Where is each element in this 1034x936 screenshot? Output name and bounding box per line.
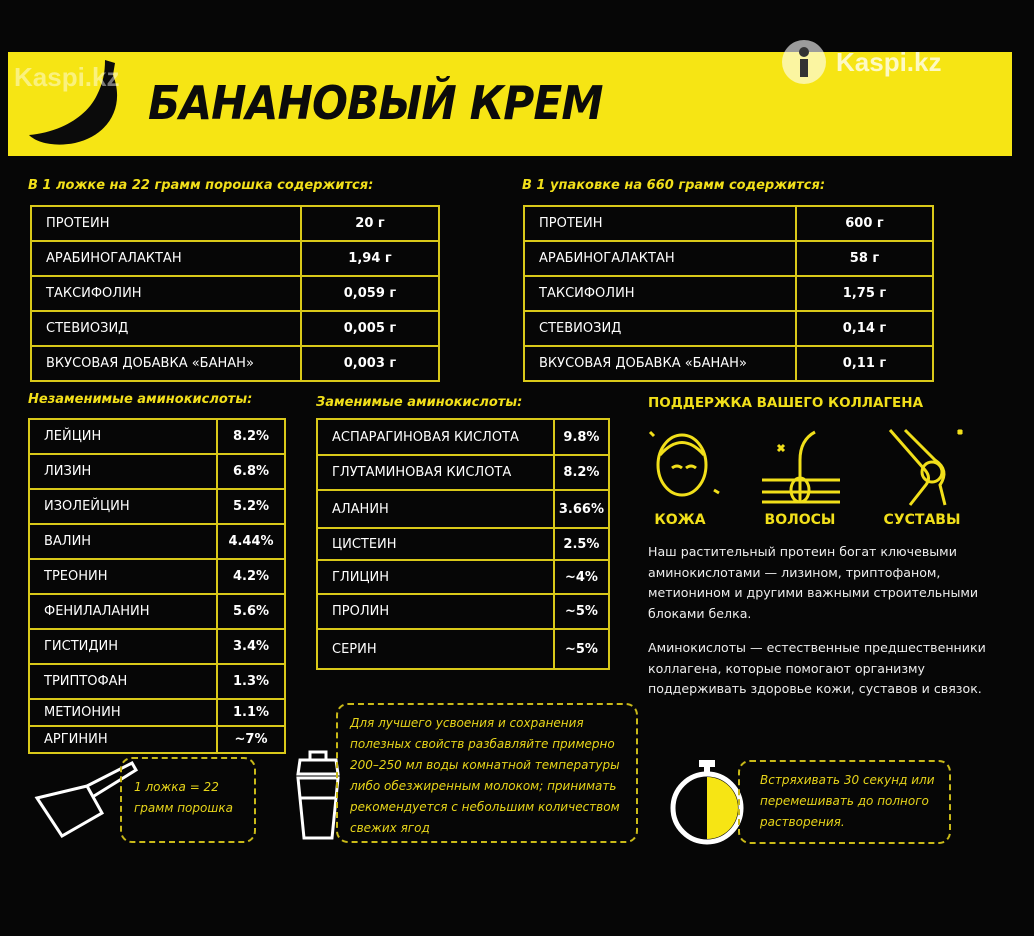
nutrient-value: 8.2% bbox=[217, 419, 285, 454]
table-row bbox=[31, 346, 439, 381]
nutrient-name: ВКУСОВАЯ ДОБАВКА «БАНАН» bbox=[524, 346, 796, 381]
table-row bbox=[29, 454, 285, 489]
nutrient-name: АРГИНИН bbox=[29, 726, 217, 753]
nutrient-value: 58 г bbox=[796, 241, 933, 276]
nutrient-value: 5.2% bbox=[217, 489, 285, 524]
nonessential-heading: Заменимые аминокислоты: bbox=[316, 395, 523, 410]
label-joints: СУСТАВЫ bbox=[883, 512, 961, 528]
table-row bbox=[524, 276, 933, 311]
nutrient-value: 0,14 г bbox=[796, 311, 933, 346]
table-row bbox=[29, 726, 285, 753]
table-row bbox=[29, 629, 285, 664]
table-row bbox=[31, 276, 439, 311]
table-row bbox=[29, 524, 285, 559]
watermark-faded: Kaspi.kz bbox=[14, 62, 120, 92]
page-title: БАНАНОВЫЙ КРЕМ bbox=[148, 76, 603, 130]
dilution-tip: Для лучшего усвоения и сохранения полезных свойств разбавляйте примерно 200–250 мл воды комнатной температуры либо обезжиренным молоком; принимать рекомендуется с небольшим количеством свежих ягод bbox=[336, 703, 638, 843]
table-row bbox=[29, 699, 285, 726]
table-row bbox=[317, 528, 609, 560]
label-skin: КОЖА bbox=[654, 512, 706, 528]
table-row bbox=[31, 311, 439, 346]
nutrient-name: СТЕВИОЗИД bbox=[31, 311, 301, 346]
nutrient-name: ВКУСОВАЯ ДОБАВКА «БАНАН» bbox=[31, 346, 301, 381]
collagen-icons bbox=[640, 420, 980, 510]
face-icon bbox=[650, 432, 719, 495]
nutrient-name: ПРОЛИН bbox=[317, 594, 554, 629]
nutrient-value: 1,94 г bbox=[301, 241, 439, 276]
collagen-paragraph-2: Аминокислоты — естественные предшественники коллагена, которые помогают организму поддерживать здоровье кожи, суставов и связок. bbox=[648, 640, 986, 696]
nutrient-name: ГИСТИДИН bbox=[29, 629, 217, 664]
table-row bbox=[317, 560, 609, 594]
table-row bbox=[29, 419, 285, 454]
table-row bbox=[317, 629, 609, 669]
nutrient-value: 8.2% bbox=[554, 455, 609, 490]
per-scoop-heading: В 1 ложке на 22 грамм порошка содержится: bbox=[28, 178, 374, 193]
nutrient-name: ГЛУТАМИНОВАЯ КИСЛОТА bbox=[317, 455, 554, 490]
nutrient-value: 6.8% bbox=[217, 454, 285, 489]
label-hair: ВОЛОСЫ bbox=[764, 512, 836, 528]
nutrient-name: ЛИЗИН bbox=[29, 454, 217, 489]
nutrient-name: ТРИПТОФАН bbox=[29, 664, 217, 699]
per-pack-heading: В 1 упаковке на 660 грамм содержится: bbox=[522, 178, 826, 193]
nutrient-value: 0,003 г bbox=[301, 346, 439, 381]
essential-heading: Незаменимые аминокислоты: bbox=[28, 392, 253, 407]
table-row bbox=[29, 664, 285, 699]
nonessential-table bbox=[316, 418, 610, 670]
nutrient-value: 5.6% bbox=[217, 594, 285, 629]
table-row bbox=[317, 455, 609, 490]
nutrient-value: 1.3% bbox=[217, 664, 285, 699]
nutrient-name: ПРОТЕИН bbox=[524, 206, 796, 241]
nutrient-name: АСПАРАГИНОВАЯ КИСЛОТА bbox=[317, 419, 554, 455]
nutrient-name: АЛАНИН bbox=[317, 490, 554, 528]
nutrient-name: ИЗОЛЕЙЦИН bbox=[29, 489, 217, 524]
nutrient-value: 3.66% bbox=[554, 490, 609, 528]
table-row bbox=[317, 594, 609, 629]
nutrient-name: ЦИСТЕИН bbox=[317, 528, 554, 560]
table-row bbox=[524, 241, 933, 276]
per-scoop-table bbox=[30, 205, 440, 382]
table-row bbox=[29, 594, 285, 629]
table-row bbox=[31, 206, 439, 241]
table-row bbox=[524, 311, 933, 346]
table-row bbox=[524, 206, 933, 241]
joint-icon bbox=[890, 430, 962, 505]
table-row bbox=[317, 419, 609, 455]
collagen-paragraph-1: Наш растительный протеин богат ключевыми аминокислотами — лизином, триптофаном, метионином и другими важными строительными блоками белка. bbox=[648, 544, 979, 621]
table-row bbox=[29, 559, 285, 594]
nutrient-value: 4.44% bbox=[217, 524, 285, 559]
nutrient-value: 3.4% bbox=[217, 629, 285, 664]
collagen-heading: ПОДДЕРЖКА ВАШЕГО КОЛЛАГЕНА bbox=[648, 395, 924, 411]
nutrient-value: 9.8% bbox=[554, 419, 609, 455]
nutrient-value: ~5% bbox=[554, 594, 609, 629]
per-pack-table bbox=[523, 205, 934, 382]
nutrient-name: ГЛИЦИН bbox=[317, 560, 554, 594]
nutrient-value: 1.1% bbox=[217, 699, 285, 726]
table-row bbox=[317, 490, 609, 528]
nutrient-value: 1,75 г bbox=[796, 276, 933, 311]
nutrient-value: ~5% bbox=[554, 629, 609, 669]
scoop-tip: 1 ложка = 22 грамм порошка bbox=[120, 757, 256, 843]
essential-table bbox=[28, 418, 286, 754]
nutrient-value: 4.2% bbox=[217, 559, 285, 594]
shake-tip: Встряхивать 30 секунд или перемешивать до полного растворения. bbox=[738, 760, 951, 844]
kaspi-logo-icon bbox=[780, 38, 828, 86]
kaspi-watermark bbox=[780, 38, 942, 86]
nutrient-name: СЕРИН bbox=[317, 629, 554, 669]
nutrient-name: ВАЛИН bbox=[29, 524, 217, 559]
nutrient-value: 0,059 г bbox=[301, 276, 439, 311]
nutrient-name: ТАКСИФОЛИН bbox=[31, 276, 301, 311]
nutrient-value: 600 г bbox=[796, 206, 933, 241]
nutrient-name: ТАКСИФОЛИН bbox=[524, 276, 796, 311]
nutrient-name: АРАБИНОГАЛАКТАН bbox=[31, 241, 301, 276]
nutrient-value: ~7% bbox=[217, 726, 285, 753]
nutrient-value: ~4% bbox=[554, 560, 609, 594]
table-row bbox=[29, 489, 285, 524]
nutrient-name: ТРЕОНИН bbox=[29, 559, 217, 594]
nutrient-name: ПРОТЕИН bbox=[31, 206, 301, 241]
nutrient-name: АРАБИНОГАЛАКТАН bbox=[524, 241, 796, 276]
nutrient-name: ФЕНИЛАЛАНИН bbox=[29, 594, 217, 629]
table-row bbox=[31, 241, 439, 276]
table-row bbox=[524, 346, 933, 381]
nutrient-name: ЛЕЙЦИН bbox=[29, 419, 217, 454]
nutrient-name: СТЕВИОЗИД bbox=[524, 311, 796, 346]
hair-icon bbox=[762, 432, 840, 502]
nutrient-name: МЕТИОНИН bbox=[29, 699, 217, 726]
watermark-text: Kaspi.kz bbox=[836, 46, 942, 77]
nutrient-value: 20 г bbox=[301, 206, 439, 241]
nutrient-value: 2.5% bbox=[554, 528, 609, 560]
nutrient-value: 0,11 г bbox=[796, 346, 933, 381]
nutrient-value: 0,005 г bbox=[301, 311, 439, 346]
